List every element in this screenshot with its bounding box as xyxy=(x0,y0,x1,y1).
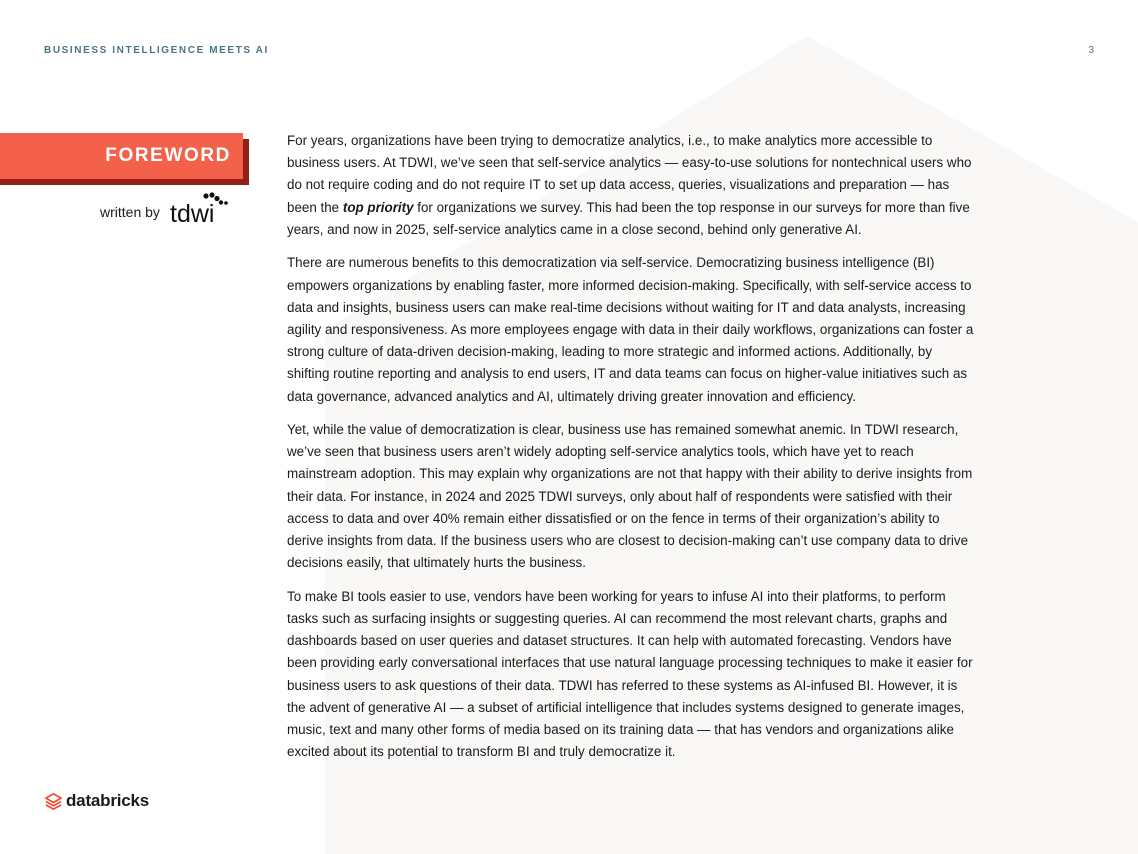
page-number: 3 xyxy=(1088,45,1094,56)
tdwi-logo-text: tdwi xyxy=(169,200,215,224)
running-header: BUSINESS INTELLIGENCE MEETS AI xyxy=(44,45,269,56)
databricks-logo xyxy=(44,791,149,811)
paragraph-2: There are numerous benefits to this democratization via self-service. Democratizing business intelligence (BI) empowers organizations by enabling faster, more informed decision-making. Specifically, with self-service access to data and insights, business users can make real-time decisions without waiting for IT and data analysts, increasing agility and responsiveness. As more employees engage with data in their daily workflows, organizations can foster a strong culture of data-driven decision-making, leading to more strategic and informed actions. Additionally, by shifting routine reporting and analysis to end users, IT and data teams can focus on higher-value initiatives such as data governance, advanced analytics and AI, ultimately driving greater innovation and efficiency. xyxy=(287,255,974,404)
databricks-wordmark: databricks xyxy=(66,791,150,810)
tdwi-logo xyxy=(170,192,230,224)
paragraph-4: To make BI tools easier to use, vendors have been working for years to infuse AI into their platforms, to perform tasks such as surfacing insights or suggesting queries. AI can recommend the most relevant charts, graphs and dashboards based on user queries and dataset structures. It can help with automated forecasting. Vendors have been providing early conversational interfaces that use natural language processing techniques to make it easier for business users to ask questions of their data. TDWI has referred to these systems as AI-infused BI. However, it is the advent of generative AI — a subset of artificial intelligence that includes systems designed to generate images, music, text and many other forms of media based on its training data — that has vendors and organizations alike excited about its potential to transform BI and truly democratize it. xyxy=(287,588,973,760)
written-by-label: written by xyxy=(100,204,160,220)
emphasis-top-priority: top priority xyxy=(342,199,414,215)
section-tab-label: FOREWORD xyxy=(105,145,231,166)
written-by xyxy=(100,192,230,224)
paragraph-1: For years, organizations have been trying to democratize analytics, i.e., to make analytics more accessible to business users. At TDWI, we’ve seen that self-service analytics — easy-to-use solutions for nontechnical users who do not require coding and do not require IT to set up data access, queries, visualizations and preparation — has been the top priority for organizations we survey. This had been the top response in our surveys for more than five years, and now in 2025, self-service analytics came in a close second, behind only generative AI. xyxy=(287,133,972,237)
paragraph-3: Yet, while the value of democratization is clear, business use has remained somewhat anemic. In TDWI research, we’ve seen that business users aren’t widely adopting self-service analytics tools, which have yet to reach mainstream adoption. This may explain why organizations are not that happy with their ability to derive insights from their data. For instance, in 2024 and 2025 TDWI surveys, only about half of respondents were satisfied with their access to data and over 40% remain either dissatisfied or on the fence in terms of their organization’s ability to derive insights from data. If the business users who are closest to decision-making can’t use company data to drive decisions easily, that ultimately hurts the business. xyxy=(287,422,973,571)
section-tab xyxy=(0,133,243,179)
databricks-stack-icon xyxy=(44,792,63,811)
body-text xyxy=(287,130,977,775)
